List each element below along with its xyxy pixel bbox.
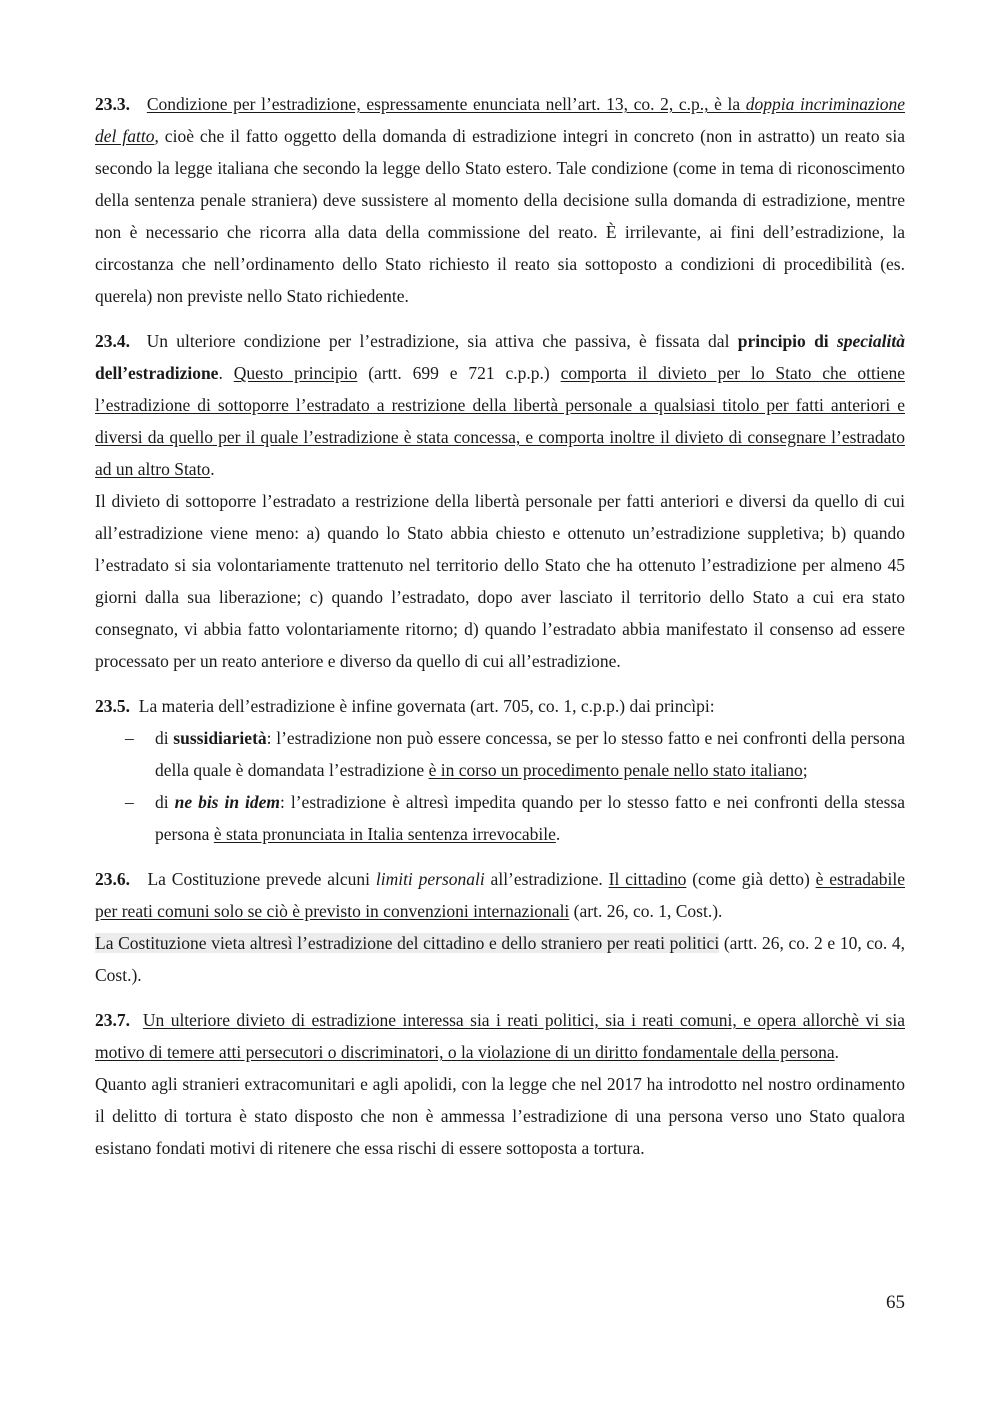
text: . [210, 459, 215, 479]
principles-list [95, 722, 905, 850]
text: di [155, 728, 174, 748]
text: : l’estradizione non può essere concessa, se per lo stesso fatto e nei confronti della persona della quale è domandata l’estradizione [155, 728, 905, 780]
text-italic: limiti personali [375, 869, 485, 889]
text-bold: principio di [737, 331, 837, 351]
section-number: 23.4. [95, 331, 130, 351]
section-number: 23.6. [95, 869, 130, 889]
page-body [95, 88, 905, 1164]
section-number: 23.5. [95, 696, 130, 716]
text: di [155, 792, 175, 812]
text-underlined: Un ulteriore divieto di estradizione interessa sia i reati politici, sia i reati comuni, e opera allorchè vi sia motivo di temere atti persecutori o discriminatori, o la violazione di un diritto fondamentale della persona [95, 1010, 905, 1062]
text: (artt. 699 e 721 c.p.p.) [357, 363, 561, 383]
text-underlined: è in corso un procedimento penale nello stato italiano [428, 760, 803, 780]
dash-bullet: – [125, 792, 134, 812]
paragraph-23-6 [95, 863, 905, 927]
text: . [555, 824, 561, 844]
list-item [95, 786, 905, 850]
section-number: 23.7. [95, 1010, 130, 1030]
text: (come già detto) [686, 869, 816, 889]
text: , cioè che il fatto oggetto della domanda di estradizione integri in concreto (non in astratto) un reato sia secondo la legge italiana che secondo la legge dello Stato estero. Tale condizione (come in tema di riconoscimento della sentenza penale straniera) deve sussistere al momento della decisione sulla domanda di estradizione, mentre non è necessario che ricorra alla data della commissione del reato. È irrilevante, ai fini dell’estradizione, la circostanza che nell’ordinamento dello Stato richiesto il reato sia sottoposto a condizioni di procedibilità (es. querela) non previste nello Stato richiedente. [95, 126, 905, 306]
text-underlined: è estradabile per reati comuni solo se ciò è previsto in convenzioni internazionali [95, 869, 905, 921]
text-bold-italic: ne bis in idem [174, 792, 281, 812]
text: . [834, 1042, 840, 1062]
paragraph-23-7-continued: Quanto agli stranieri extracomunitari e agli apolidi, con la legge che nel 2017 ha introdotto nel nostro ordinamento il delitto di tortura è stato disposto che non è ammessa l’estradizione di una persona verso uno Stato qualora esistano fondati motivi di ritenere che essa rischi di essere sottoposta a tortura. [95, 1074, 905, 1158]
text: : l’estradizione è altresì impedita quando per lo stesso fatto e nei confronti della stessa persona [155, 792, 905, 844]
paragraph-23-7 [95, 1004, 905, 1068]
paragraph-23-6-continued [95, 927, 905, 991]
text-highlighted: La Costituzione vieta altresì l’estradizione del cittadino e dello straniero per reati politici [95, 933, 720, 953]
text: . [218, 363, 234, 383]
dash-bullet: – [125, 728, 134, 748]
list-item [95, 722, 905, 786]
section-number: 23.3. [95, 94, 130, 114]
text-underlined: Il cittadino [608, 869, 687, 889]
text-underlined: comporta il divieto per lo Stato che ottiene l’estradizione di sottoporre l’estradato a restrizione della libertà personale a qualsiasi titolo per fatti anteriori e diversi da quello per il quale l’estradizione è stata concessa, e comporta inoltre il divieto di consegnare l’estradato ad un altro Stato [95, 363, 905, 479]
paragraph-23-3 [95, 88, 905, 312]
text-underlined: Condizione per l’estradizione, espressamente enunciata nell’art. 13, co. 2, c.p., è la [146, 94, 746, 114]
paragraph-23-4-continued: Il divieto di sottoporre l’estradato a restrizione della libertà personale per fatti anteriori e diversi da quello di cui all’estradizione viene meno: a) quando lo Stato abbia chiesto e ottenuto un’estradizione suppletiva; b) quando l’estradato si sia volontariamente trattenuto nel territorio dello Stato che ha ottenuto l’estradizione per almeno 45 giorni dalla sua liberazione; c) quando l’estradato, dopo aver lasciato il territorio dello Stato a cui era stato consegnato, vi abbia fatto volontariamente ritorno; d) quando l’estradato abbia manifestato il consenso ad essere processato per un reato anteriore e diverso da quello di cui all’estradizione. [95, 491, 905, 671]
text: (art. 26, co. 1, Cost.). [569, 901, 723, 921]
text: La Costituzione prevede alcuni [147, 869, 376, 889]
page-number: 65 [886, 1292, 905, 1313]
paragraph-23-4 [95, 325, 905, 485]
text-italic-underlined: doppia incriminazione del fatto [95, 94, 905, 146]
text: (artt. 26, co. 2 e 10, co. 4, Cost.). [95, 933, 905, 985]
text-underlined: Questo principio [233, 363, 358, 383]
paragraph-23-5 [95, 690, 905, 722]
text: Un ulteriore condizione per l’estradizione, sia attiva che passiva, è fissata dal [146, 331, 738, 351]
text-underlined: è stata pronunciata in Italia sentenza irrevocabile [213, 824, 556, 844]
text-bold-italic: specialità [836, 331, 905, 351]
text-bold: dell’estradizione [95, 363, 219, 383]
text: ; [802, 760, 808, 780]
text: all’estradizione. [484, 869, 609, 889]
text-bold: sussidiarietà [173, 728, 267, 748]
text: La materia dell’estradizione è infine governata (art. 705, co. 1, c.p.p.) dai princìpi: [138, 696, 715, 716]
